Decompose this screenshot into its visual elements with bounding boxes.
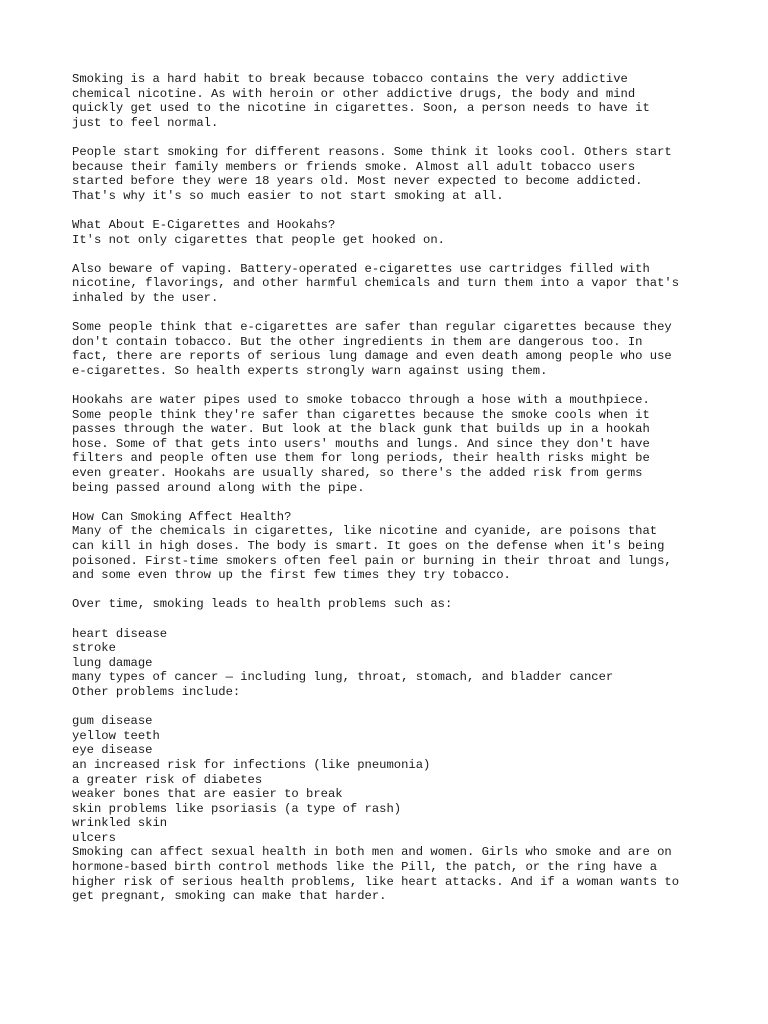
text-line: Smoking is a hard habit to break because tobacco contains the very addictive bbox=[72, 72, 628, 86]
text-line: hose. Some of that gets into users' mouths and lungs. And since they don't have bbox=[72, 436, 650, 451]
text-line: don't contain tobacco. But the other ingredients in them are dangerous too. In bbox=[72, 334, 643, 349]
text-line: Also beware of vaping. Battery-operated e-cigarettes use cartridges filled with bbox=[72, 261, 650, 276]
text-line: quickly get used to the nicotine in cigarettes. Soon, a person needs to have it bbox=[72, 101, 650, 116]
text-line: Hookahs are water pipes used to smoke tobacco through a hose with a mouthpiece. bbox=[72, 393, 650, 408]
list-item: an increased risk for infections (like pneumonia) bbox=[72, 757, 431, 772]
list-item: stroke bbox=[72, 641, 116, 656]
list-item: lung damage bbox=[72, 655, 153, 670]
text-line: hormone-based birth control methods like the Pill, the patch, or the ring have a bbox=[72, 860, 658, 875]
text-line: and some even throw up the first few times they try tobacco. bbox=[72, 568, 511, 583]
paragraph-hookahs bbox=[72, 393, 712, 495]
list-item: wrinkled skin bbox=[72, 816, 168, 831]
text-line: even greater. Hookahs are usually shared, so there's the added risk from germs bbox=[72, 466, 643, 481]
list-other-problems bbox=[72, 714, 712, 904]
list-item: a greater risk of diabetes bbox=[72, 772, 263, 787]
text-line: e-cigarettes. So health experts strongly warn against using them. bbox=[72, 363, 548, 378]
text-line: because their family members or friends smoke. Almost all adult tobacco users bbox=[72, 159, 636, 174]
paragraph-reasons bbox=[72, 145, 712, 203]
text-line: inhaled by the user. bbox=[72, 290, 219, 305]
list-item: weaker bones that are easier to break bbox=[72, 787, 343, 802]
list-item: eye disease bbox=[72, 743, 153, 758]
text-line: Many of the chemicals in cigarettes, like nicotine and cyanide, are poisons that bbox=[72, 524, 658, 539]
paragraph-health-problems-intro bbox=[72, 597, 712, 612]
list-item: many types of cancer — including lung, throat, stomach, and bladder cancer bbox=[72, 670, 614, 685]
text-line: Some people think that e-cigarettes are safer than regular cigarettes because they bbox=[72, 320, 672, 335]
text-line: started before they were 18 years old. Most never expected to become addicted. bbox=[72, 174, 643, 189]
list-item: yellow teeth bbox=[72, 728, 160, 743]
text-line: poisoned. First-time smokers often feel pain or burning in their throat and lungs, bbox=[72, 553, 672, 568]
text-line: It's not only cigarettes that people get hooked on. bbox=[72, 232, 445, 247]
text-line: nicotine, flavorings, and other harmful chemicals and turn them into a vapor that's bbox=[72, 276, 680, 291]
text-line: higher risk of serious health problems, like heart attacks. And if a woman wants to bbox=[72, 874, 680, 889]
list-item: ulcers bbox=[72, 830, 116, 845]
text-line: filters and people often use them for long periods, their health risks might be bbox=[72, 451, 650, 466]
text-line: People start smoking for different reasons. Some think it looks cool. Others start bbox=[72, 144, 672, 159]
text-line: get pregnant, smoking can make that harder. bbox=[72, 889, 387, 904]
paragraph-ecigarette-safety bbox=[72, 320, 712, 378]
paragraph-addiction bbox=[72, 72, 712, 130]
section-health-effects bbox=[72, 510, 712, 583]
text-line: passes through the water. But look at the black gunk that builds up in a hookah bbox=[72, 422, 650, 437]
list-item: heart disease bbox=[72, 626, 168, 641]
text-line: being passed around along with the pipe. bbox=[72, 480, 365, 495]
section-heading: What About E-Cigarettes and Hookahs? bbox=[72, 217, 336, 232]
text-line: chemical nicotine. As with heroin or other addictive drugs, the body and mind bbox=[72, 86, 636, 101]
paragraph-vaping bbox=[72, 262, 712, 306]
text-line: can kill in high doses. The body is smart. It goes on the defense when it's being bbox=[72, 539, 665, 553]
document-body bbox=[72, 72, 712, 904]
text-line: Smoking can affect sexual health in both men and women. Girls who smoke and are on bbox=[72, 845, 672, 860]
list-item: skin problems like psoriasis (a type of rash) bbox=[72, 801, 402, 816]
section-heading: How Can Smoking Affect Health? bbox=[72, 509, 292, 524]
text-line: Some people think they're safer than cigarettes because the smoke cools when it bbox=[72, 407, 650, 422]
text-line: Over time, smoking leads to health problems such as: bbox=[72, 597, 453, 612]
text-line: That's why it's so much easier to not start smoking at all. bbox=[72, 188, 504, 203]
section-ecigarettes-hookahs bbox=[72, 218, 712, 247]
list-item: gum disease bbox=[72, 714, 153, 729]
text-line: just to feel normal. bbox=[72, 115, 219, 130]
list-health-problems bbox=[72, 627, 712, 700]
text-line: Other problems include: bbox=[72, 684, 241, 699]
text-line: fact, there are reports of serious lung damage and even death among people who use bbox=[72, 349, 672, 364]
